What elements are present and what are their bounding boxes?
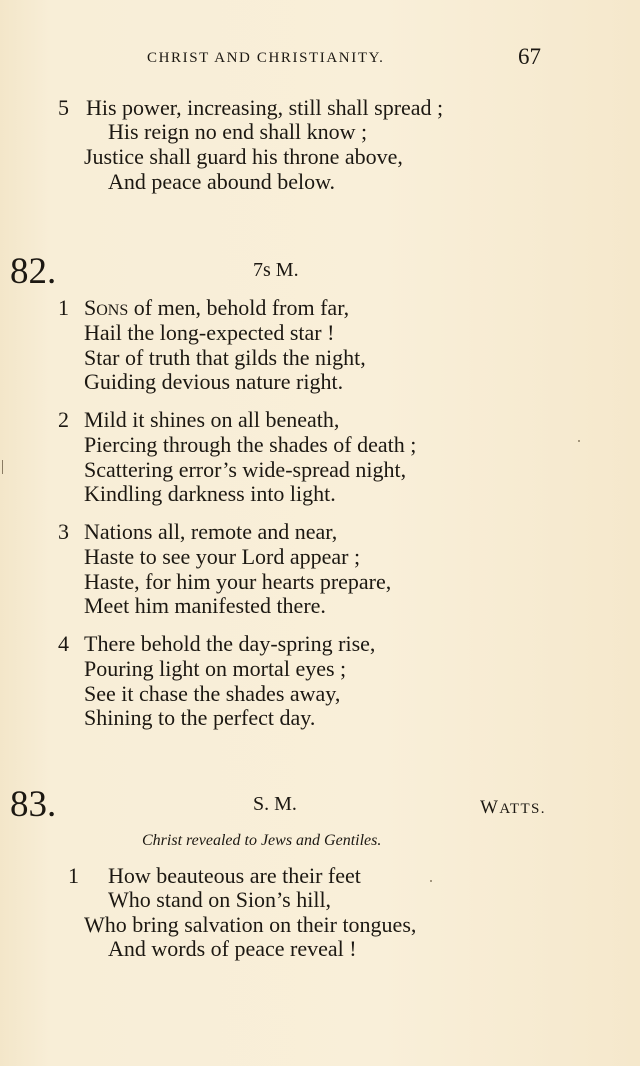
verse-line [84, 296, 349, 323]
paper-speck [430, 880, 432, 882]
verse-number: 1 [68, 863, 79, 888]
verse-number: 3 [58, 519, 69, 544]
page-number: 67 [518, 44, 541, 69]
verse-line: Guiding devious nature right. [84, 369, 344, 394]
verse-line: Who bring salvation on their tongues, [84, 912, 417, 937]
verse-number: 2 [58, 407, 69, 432]
paper-edge-mark [2, 460, 3, 474]
verse-line: Shining to the perfect day. [84, 705, 316, 730]
verse-line: Justice shall guard his throne above, [84, 144, 403, 169]
initial-capital: S [84, 295, 97, 320]
verse-line: Star of truth that gilds the night, [84, 345, 366, 370]
verse-line: And words of peace reveal ! [108, 936, 357, 961]
verse-line: Who stand on Sion’s hill, [108, 887, 332, 912]
hymn-meter: S. M. [253, 793, 297, 815]
hymn-author [480, 797, 546, 819]
verse-line: His reign no end shall know ; [108, 119, 368, 144]
small-caps-word: ONS [96, 302, 129, 319]
verse-line: Kindling darkness into light. [84, 481, 336, 506]
verse-line: Piercing through the shades of death ; [84, 432, 417, 457]
verse-line-rest: of men, behold from far, [128, 295, 350, 320]
running-head: CHRIST AND CHRISTIANITY. [147, 50, 385, 66]
verse-number: 4 [58, 631, 69, 656]
verse-line: See it chase the shades away, [84, 681, 341, 706]
verse-line: Hail the long-expected star ! [84, 320, 335, 345]
verse-line: Scattering error’s wide-spread night, [84, 457, 407, 482]
verse-number: 5 [58, 95, 69, 120]
author-rest: ATTS. [499, 801, 546, 817]
verse-line: Haste to see your Lord appear ; [84, 544, 361, 569]
verse-line: How beauteous are their feet [108, 863, 361, 888]
verse-line: His power, increasing, still shall spread ; [86, 95, 444, 120]
hymn-number: 83. [10, 784, 57, 825]
verse-line: Meet him manifested there. [84, 593, 326, 618]
paper-speck [578, 440, 580, 442]
verse-line: Haste, for him your hearts prepare, [84, 569, 392, 594]
author-initial: W [480, 797, 500, 818]
verse-number: 1 [58, 295, 69, 320]
verse-line: And peace abound below. [108, 169, 336, 194]
verse-line: Pouring light on mortal eyes ; [84, 656, 347, 681]
hymn-subtitle: Christ revealed to Jews and Gentiles. [142, 832, 382, 849]
verse-line: Mild it shines on all beneath, [84, 407, 340, 432]
hymn-meter: 7s M. [253, 259, 299, 281]
hymn-number: 82. [10, 251, 57, 292]
verse-line: There behold the day-spring rise, [84, 631, 376, 656]
verse-line: Nations all, remote and near, [84, 519, 338, 544]
